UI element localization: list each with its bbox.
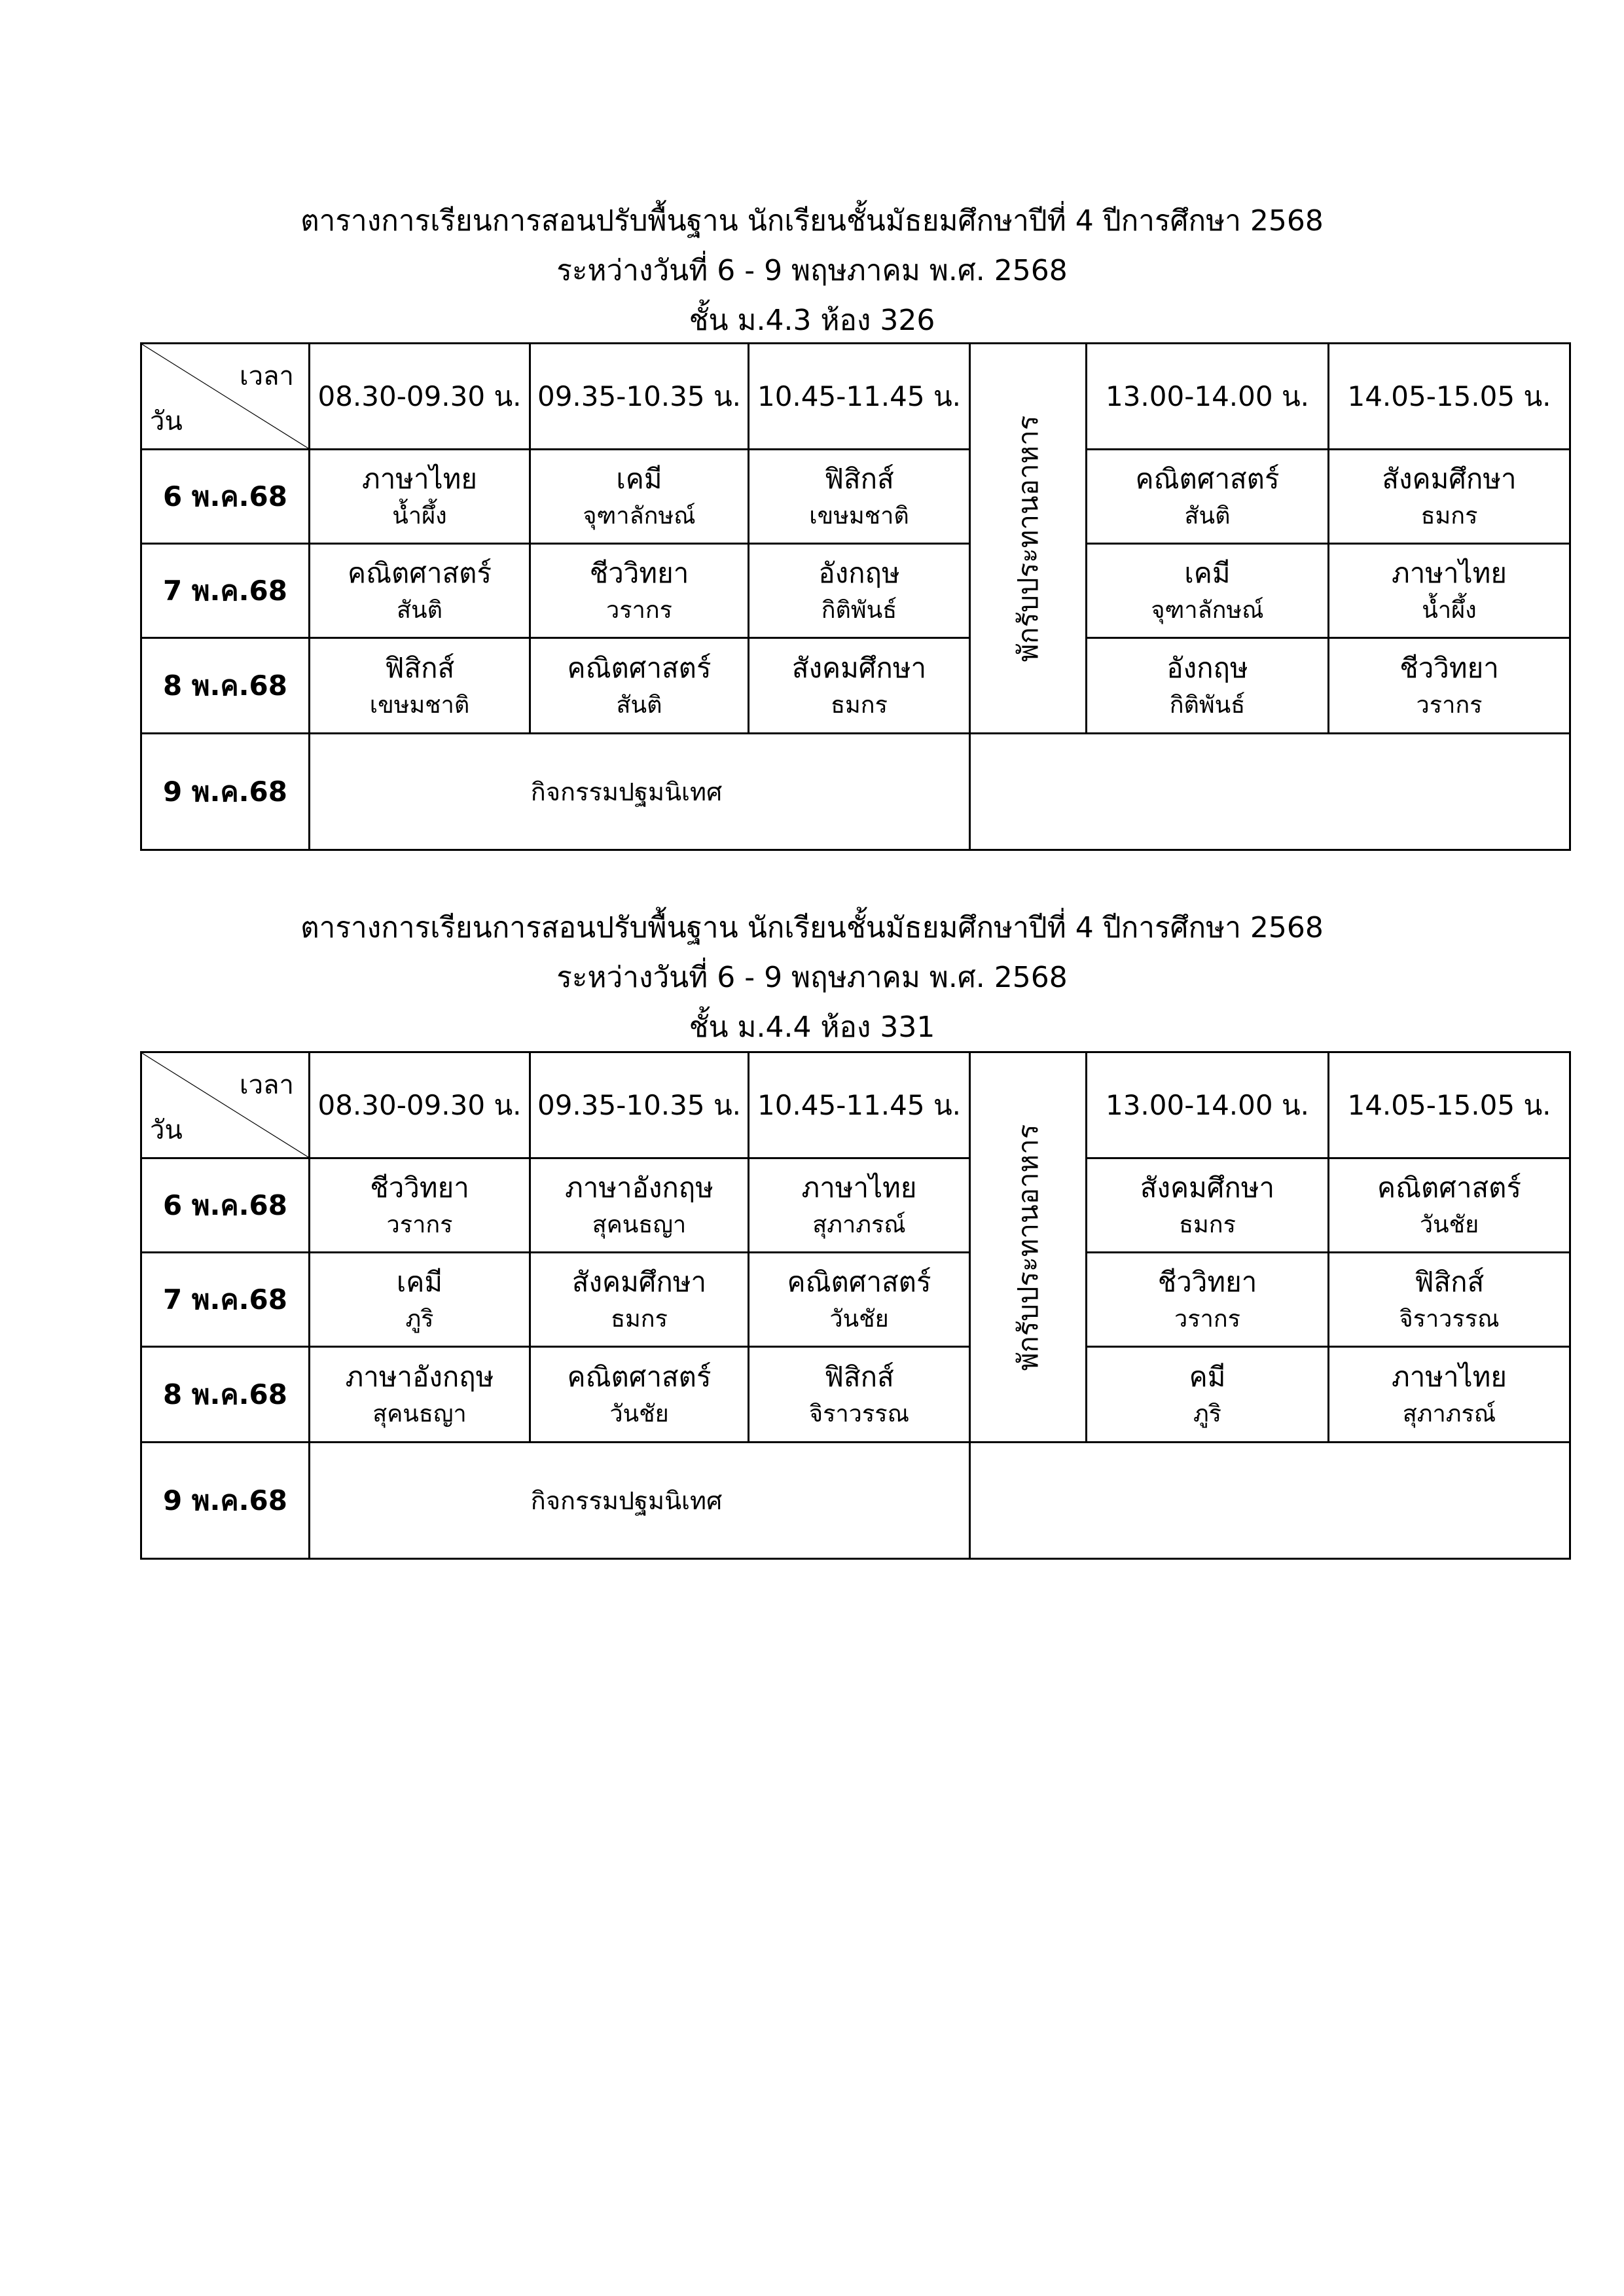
class-cell [1329, 544, 1570, 638]
class-cell [749, 1253, 970, 1347]
lunch-break-cell [970, 1052, 1087, 1443]
teacher-name: น้ำผึ้ง [1422, 596, 1477, 624]
teacher-name: วันชัย [1419, 1211, 1479, 1238]
teacher-name: ภูริ [405, 1305, 434, 1333]
table-row [141, 734, 1570, 850]
empty-cell [970, 734, 1570, 850]
day-label: 7 พ.ค.68 [141, 544, 310, 638]
class-cell [1087, 450, 1329, 544]
period-header: 13.00-14.00 น. [1087, 1052, 1329, 1158]
table-row [141, 1443, 1570, 1559]
teacher-name: น้ำผึ้ง [392, 502, 447, 529]
teacher-name: จิราวรรณ [1399, 1305, 1500, 1333]
corner-day-label: วัน [150, 406, 183, 437]
corner-header-cell [141, 344, 310, 450]
class-cell [1087, 1253, 1329, 1347]
period-header: 08.30-09.30 น. [310, 344, 530, 450]
subject-name: ภาษาไทย [801, 1171, 917, 1204]
day-label: 8 พ.ค.68 [141, 638, 310, 734]
day-label: 9 พ.ค.68 [141, 734, 310, 850]
activity-label: กิจกรรมปฐมนิเทศ [530, 778, 723, 806]
teacher-name: วันชัย [829, 1305, 889, 1333]
header-row [141, 1052, 1570, 1158]
day-label: 6 พ.ค.68 [141, 1158, 310, 1253]
table-row [141, 450, 1570, 544]
subject-name: คณิตศาสตร์ [787, 1265, 931, 1298]
activity-label: กิจกรรมปฐมนิเทศ [530, 1486, 723, 1515]
teacher-name: วรากร [606, 596, 672, 624]
table-row [141, 544, 1570, 638]
orientation-activity-cell [310, 1443, 970, 1559]
teacher-name: สุคนธญา [372, 1400, 467, 1427]
subject-name: ชีววิทยา [589, 556, 689, 589]
table-row [141, 1347, 1570, 1443]
class-cell [530, 450, 749, 544]
teacher-name: ธมกร [831, 691, 888, 719]
period-header: 14.05-15.05 น. [1329, 1052, 1570, 1158]
corner-header-cell [141, 1052, 310, 1158]
day-label: 9 พ.ค.68 [141, 1443, 310, 1559]
period-header: 10.45-11.45 น. [749, 1052, 970, 1158]
schedule-title-line-1: ตารางการเรียนการสอนปรับพื้นฐาน นักเรียนชั้นมัธยมศึกษาปีที่ 4 ปีการศึกษา 2568 [300, 204, 1324, 238]
subject-name: ฟิสิกส์ [1414, 1265, 1485, 1298]
period-header: 08.30-09.30 น. [310, 1052, 530, 1158]
subject-name: เคมี [1184, 556, 1231, 589]
schedule-title-line-3: ชั้น ม.4.4 ห้อง 331 [689, 1011, 935, 1044]
teacher-name: จิราวรรณ [809, 1400, 909, 1427]
subject-name: สังคมศึกษา [1382, 462, 1517, 495]
subject-name: คณิตศาสตร์ [1377, 1171, 1522, 1204]
teacher-name: จุฑาลักษณ์ [583, 502, 696, 529]
schedule-table [140, 1051, 1571, 1560]
teacher-name: ธมกร [1420, 502, 1478, 529]
subject-name: ภาษาอังกฤษ [565, 1171, 713, 1204]
teacher-name: สันติ [397, 596, 442, 624]
teacher-name: สุคนธญา [592, 1211, 687, 1238]
class-cell [310, 544, 530, 638]
empty-cell [970, 1443, 1570, 1559]
period-header: 10.45-11.45 น. [749, 344, 970, 450]
teacher-name: เขษมชาติ [369, 691, 470, 719]
class-cell [530, 638, 749, 734]
subject-name: ภาษาไทย [1392, 556, 1507, 589]
subject-name: อังกฤษ [818, 556, 900, 589]
subject-name: ภาษาอังกฤษ [345, 1360, 494, 1393]
subject-name: เคมี [616, 462, 662, 495]
class-cell [749, 1158, 970, 1253]
teacher-name: กิติพันธ์ [1169, 691, 1246, 719]
subject-name: คมี [1189, 1360, 1226, 1393]
subject-name: ฟิสิกส์ [824, 1360, 894, 1393]
teacher-name: ภูริ [1193, 1400, 1222, 1427]
class-cell [1329, 638, 1570, 734]
teacher-name: สุภาภรณ์ [812, 1211, 906, 1238]
subject-name: ชีววิทยา [1399, 651, 1499, 684]
class-cell [310, 1158, 530, 1253]
class-cell [1087, 544, 1329, 638]
teacher-name: วันชัย [609, 1400, 669, 1427]
class-cell [1329, 450, 1570, 544]
teacher-name: สุภาภรณ์ [1402, 1400, 1496, 1427]
class-cell [1087, 1347, 1329, 1443]
subject-name: สังคมศึกษา [791, 651, 927, 684]
teacher-name: ธมกร [1179, 1211, 1236, 1238]
class-cell [530, 544, 749, 638]
class-cell [1329, 1158, 1570, 1253]
class-cell [310, 1253, 530, 1347]
subject-name: อังกฤษ [1166, 651, 1248, 684]
subject-name: คณิตศาสตร์ [347, 556, 492, 589]
teacher-name: วรากร [1416, 691, 1483, 719]
class-cell [1329, 1347, 1570, 1443]
subject-name: ชีววิทยา [1157, 1265, 1257, 1298]
subject-name: ชีววิทยา [370, 1171, 469, 1204]
header-row [141, 344, 1570, 450]
schedule-title-line-3: ชั้น ม.4.3 ห้อง 326 [689, 304, 935, 337]
subject-name: สังคมศึกษา [571, 1265, 707, 1298]
lunch-break-label: พักรับประทานอาหาร [1011, 415, 1044, 662]
class-cell [749, 638, 970, 734]
class-cell [530, 1158, 749, 1253]
class-cell [1087, 1158, 1329, 1253]
class-cell [310, 638, 530, 734]
subject-name: ภาษาไทย [362, 462, 477, 495]
teacher-name: สันติ [616, 691, 662, 719]
table-row [141, 638, 1570, 734]
subject-name: คณิตศาสตร์ [567, 1360, 712, 1393]
subject-name: ภาษาไทย [1392, 1360, 1507, 1393]
class-cell [310, 450, 530, 544]
schedule-table [140, 342, 1571, 851]
subject-name: คณิตศาสตร์ [567, 651, 712, 684]
teacher-name: ธมกร [611, 1305, 668, 1333]
class-cell [749, 450, 970, 544]
day-label: 8 พ.ค.68 [141, 1347, 310, 1443]
teacher-name: สันติ [1184, 502, 1231, 529]
class-cell [1087, 638, 1329, 734]
lunch-break-label: พักรับประทานอาหาร [1011, 1124, 1044, 1371]
teacher-name: วรากร [1174, 1305, 1240, 1333]
period-header: 09.35-10.35 น. [530, 344, 749, 450]
teacher-name: เขษมชาติ [809, 502, 909, 529]
teacher-name: วรากร [386, 1211, 453, 1238]
day-label: 6 พ.ค.68 [141, 450, 310, 544]
schedule-title-line-1: ตารางการเรียนการสอนปรับพื้นฐาน นักเรียนชั้นมัธยมศึกษาปีที่ 4 ปีการศึกษา 2568 [300, 911, 1324, 944]
corner-day-label: วัน [150, 1115, 183, 1145]
subject-name: เคมี [396, 1265, 443, 1298]
lunch-break-cell [970, 344, 1087, 734]
table-row [141, 1158, 1570, 1253]
period-header: 13.00-14.00 น. [1087, 344, 1329, 450]
class-cell [749, 1347, 970, 1443]
schedule-title-line-2: ระหว่างวันที่ 6 - 9 พฤษภาคม พ.ศ. 2568 [556, 961, 1068, 994]
corner-time-label: เวลา [239, 361, 294, 391]
class-cell [310, 1347, 530, 1443]
class-cell [1329, 1253, 1570, 1347]
subject-name: สังคมศึกษา [1140, 1171, 1275, 1204]
schedule-title-line-2: ระหว่างวันที่ 6 - 9 พฤษภาคม พ.ศ. 2568 [556, 254, 1068, 287]
orientation-activity-cell [310, 734, 970, 850]
class-cell [530, 1347, 749, 1443]
class-cell [530, 1253, 749, 1347]
period-header: 09.35-10.35 น. [530, 1052, 749, 1158]
period-header: 14.05-15.05 น. [1329, 344, 1570, 450]
class-cell [749, 544, 970, 638]
teacher-name: จุฑาลักษณ์ [1151, 596, 1264, 624]
teacher-name: กิติพันธ์ [821, 596, 897, 624]
subject-name: คณิตศาสตร์ [1135, 462, 1280, 495]
subject-name: ฟิสิกส์ [384, 651, 455, 684]
corner-time-label: เวลา [239, 1070, 294, 1100]
table-row [141, 1253, 1570, 1347]
day-label: 7 พ.ค.68 [141, 1253, 310, 1347]
subject-name: ฟิสิกส์ [824, 462, 894, 495]
